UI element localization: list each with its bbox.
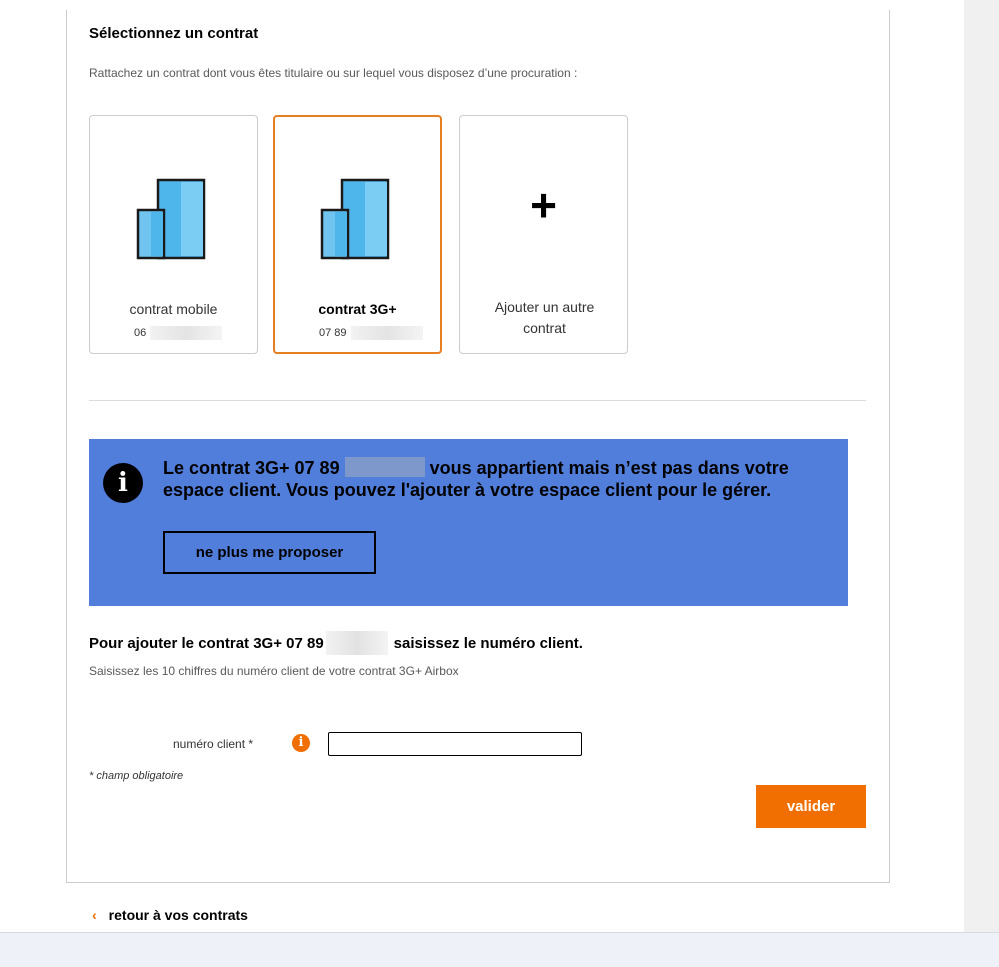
info-icon: i xyxy=(103,463,143,503)
masked-number xyxy=(150,326,222,340)
masked-number xyxy=(326,631,388,655)
masked-number xyxy=(351,326,423,340)
section-title: Sélectionnez un contrat xyxy=(89,25,259,42)
submit-button[interactable]: valider xyxy=(756,785,866,828)
contract-tile-label: contrat 3G+ xyxy=(318,301,397,317)
info-banner xyxy=(89,439,848,606)
dismiss-suggestion-button[interactable]: ne plus me proposer xyxy=(163,531,376,574)
contract-tile-label: contrat mobile xyxy=(129,301,218,317)
divider xyxy=(89,400,866,401)
contract-tile-mobile[interactable] xyxy=(89,115,258,354)
form-hint: Saisissez les 10 chiffres du numéro client de votre contrat 3G+ Airbox xyxy=(89,664,459,678)
plus-icon: + xyxy=(530,179,557,231)
customer-number-label: numéro client * xyxy=(173,737,254,751)
mobile-tablet-icon xyxy=(136,178,208,260)
contract-tile-3g[interactable] xyxy=(273,115,442,354)
back-link-label: retour à vos contrats xyxy=(108,907,248,923)
add-contract-label: Ajouter un autre contrat xyxy=(494,299,595,336)
info-icon[interactable]: i xyxy=(292,734,310,752)
contract-tile-number: 06 xyxy=(134,326,222,340)
scrollbar-track[interactable] xyxy=(964,0,999,932)
required-field-note: * champ obligatoire xyxy=(89,770,184,782)
masked-number xyxy=(345,457,425,477)
page-footer-band xyxy=(0,932,999,967)
chevron-left-icon: ‹ xyxy=(92,907,97,923)
back-to-contracts-link[interactable] xyxy=(92,907,248,923)
customer-number-input[interactable] xyxy=(328,732,582,756)
mobile-tablet-icon xyxy=(320,178,392,260)
section-subtitle: Rattachez un contrat dont vous êtes titulaire ou sur lequel vous disposez d’une procuration : xyxy=(89,66,578,80)
contract-tile-number: 07 89 xyxy=(319,326,423,340)
form-title: Pour ajouter le contrat 3G+ 07 89 saisissez le numéro client. xyxy=(89,631,583,655)
banner-message: Le contrat 3G+ 07 89 vous appartient mais n’est pas dans votre espace client. Vous pouvez l'ajouter à votre espace client pour le gérer. xyxy=(163,458,789,500)
add-contract-tile[interactable] xyxy=(459,115,628,354)
